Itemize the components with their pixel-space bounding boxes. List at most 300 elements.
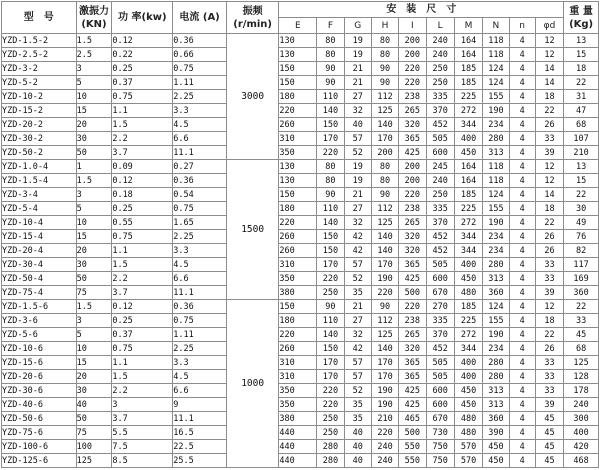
dimension-cell: 452 [426,342,454,356]
dimension-cell: 4 [509,398,535,412]
weight-cell: 33 [564,314,599,328]
dimension-cell: 130 [279,160,317,174]
dimension-cell: 425 [399,272,426,286]
dimension-cell: 280 [483,258,509,272]
dimension-cell: 4 [509,146,535,160]
dimension-cell: 390 [483,426,509,440]
dimension-cell: 4 [509,118,535,132]
dimension-cell: 19 [344,160,371,174]
dimension-cell: 425 [399,398,426,412]
model-cell: YZD-20-6 [2,370,77,384]
dimension-cell: 150 [279,300,317,314]
dimension-cell: 124 [483,76,509,90]
power-cell: 3.7 [112,286,173,300]
dimension-cell: 140 [317,216,344,230]
dimension-cell: 164 [454,160,482,174]
force-cell: 15 [76,356,112,370]
dimension-cell: 124 [483,62,509,76]
weight-cell: 49 [564,216,599,230]
current-cell: 0.75 [173,62,227,76]
table-row [2,300,599,314]
dimension-cell: 170 [371,258,398,272]
dimension-cell: 360 [483,286,509,300]
dimension-cell: 250 [426,62,454,76]
dimension-cell: 45 [535,454,563,468]
dimension-cell: 425 [399,146,426,160]
force-cell: 100 [76,440,112,454]
model-cell: YZD-10-6 [2,342,77,356]
dimension-cell: 452 [426,118,454,132]
dimension-cell: 670 [426,286,454,300]
dimension-cell: 33 [535,258,563,272]
dimension-cell: 4 [509,48,535,62]
table-row [2,328,599,342]
current-cell: 0.75 [173,202,227,216]
dimension-cell: 250 [317,286,344,300]
dimension-cell: 18 [535,90,563,104]
dimension-cell: 90 [317,76,344,90]
dimension-cell: 170 [371,370,398,384]
dimension-cell: 280 [317,440,344,454]
dimension-cell: 272 [454,216,482,230]
current-cell: 3.3 [173,244,227,258]
dimension-cell: 750 [426,440,454,454]
dimension-cell: 80 [317,174,344,188]
dimension-cell: 4 [509,76,535,90]
dimension-cell: 310 [279,370,317,384]
header-row-1 [2,2,599,18]
model-cell: YZD-3-4 [2,188,77,202]
dimension-cell: 40 [344,454,371,468]
model-cell: YZD-3-6 [2,314,77,328]
dimension-cell: 250 [317,426,344,440]
header-weight: 重 量(Kg) [564,2,599,34]
table-row [2,342,599,356]
dimension-cell: 39 [535,146,563,160]
header-current: 电流 (A) [173,2,227,34]
dimension-cell: 370 [426,328,454,342]
current-cell: 0.27 [173,160,227,174]
dimension-cell: 730 [426,426,454,440]
dimension-cell: 42 [344,244,371,258]
dimension-cell: 245 [426,160,454,174]
current-cell: 0.36 [173,174,227,188]
dimension-cell: 180 [279,90,317,104]
table-row [2,412,599,426]
current-cell: 25.5 [173,454,227,468]
dimension-cell: 118 [483,160,509,174]
dimension-cell: 18 [535,202,563,216]
table-row [2,132,599,146]
dimension-cell: 4 [509,230,535,244]
current-cell: 6.6 [173,384,227,398]
dimension-cell: 21 [344,76,371,90]
dimension-cell: 310 [279,132,317,146]
power-cell: 3 [112,398,173,412]
dimension-cell: 505 [426,356,454,370]
dimension-cell: 170 [317,258,344,272]
table-row [2,188,599,202]
current-cell: 22.5 [173,440,227,454]
dimension-cell: 33 [535,370,563,384]
weight-cell: 107 [564,132,599,146]
force-cell: 5 [76,202,112,216]
dimension-cell: 310 [279,356,317,370]
power-cell: 1.1 [112,356,173,370]
table-row [2,104,599,118]
dimension-cell: 570 [454,454,482,468]
dimension-cell: 110 [317,314,344,328]
dimension-cell: 80 [317,160,344,174]
dimension-cell: 42 [344,230,371,244]
force-cell: 75 [76,286,112,300]
dimension-cell: 22 [535,216,563,230]
model-cell: YZD-5-4 [2,202,77,216]
dimension-cell: 310 [279,258,317,272]
dimension-cell: 27 [344,314,371,328]
dimension-cell: 505 [426,258,454,272]
dimension-cell: 80 [317,48,344,62]
table-row [2,48,599,62]
dimension-cell: 170 [317,132,344,146]
header-dim: E [279,18,317,34]
dimension-cell: 220 [317,146,344,160]
dimension-cell: 45 [535,426,563,440]
current-cell: 0.75 [173,314,227,328]
model-cell: YZD-2.5-2 [2,48,77,62]
dimension-cell: 164 [454,174,482,188]
dimension-cell: 272 [454,104,482,118]
dimension-cell: 26 [535,230,563,244]
dimension-cell: 465 [399,412,426,426]
current-cell: 1.65 [173,216,227,230]
dimension-cell: 4 [509,244,535,258]
power-cell: 0.75 [112,230,173,244]
dimension-cell: 33 [535,272,563,286]
dimension-cell: 140 [317,328,344,342]
dimension-cell: 180 [279,202,317,216]
dimension-cell: 370 [426,216,454,230]
dimension-cell: 365 [399,356,426,370]
current-cell: 11.1 [173,412,227,426]
dimension-cell: 4 [509,286,535,300]
power-cell: 0.37 [112,328,173,342]
dimension-cell: 320 [399,230,426,244]
dimension-cell: 190 [483,328,509,342]
dimension-cell: 52 [344,272,371,286]
dimension-cell: 80 [317,34,344,48]
dimension-cell: 4 [509,342,535,356]
dimension-cell: 130 [279,34,317,48]
model-cell: YZD-50-6 [2,412,77,426]
dimension-cell: 234 [483,230,509,244]
table-row [2,286,599,300]
header-dim: M [454,18,482,34]
dimension-cell: 90 [371,62,398,76]
model-cell: YZD-3-2 [2,62,77,76]
dimension-cell: 450 [483,454,509,468]
dimension-cell: 150 [317,342,344,356]
dimension-cell: 480 [454,412,482,426]
dimension-cell: 220 [399,62,426,76]
dimension-cell: 600 [426,384,454,398]
force-cell: 1.5 [76,174,112,188]
dimension-cell: 90 [317,62,344,76]
dimension-cell: 125 [371,216,398,230]
dimension-cell: 39 [535,398,563,412]
dimension-cell: 313 [483,146,509,160]
dimension-cell: 4 [509,174,535,188]
model-cell: YZD-100-6 [2,440,77,454]
dimension-cell: 670 [426,412,454,426]
force-cell: 2.5 [76,48,112,62]
dimension-cell: 130 [279,174,317,188]
dimension-cell: 4 [509,104,535,118]
dimension-cell: 4 [509,62,535,76]
table-row [2,146,599,160]
frequency-cell: 1000 [226,300,279,468]
weight-cell: 15 [564,48,599,62]
dimension-cell: 4 [509,258,535,272]
frequency-cell: 3000 [226,34,279,160]
current-cell: 2.25 [173,342,227,356]
dimension-cell: 280 [483,356,509,370]
force-cell: 50 [76,412,112,426]
dimension-cell: 32 [344,216,371,230]
dimension-cell: 21 [344,300,371,314]
dimension-cell: 45 [535,412,563,426]
dimension-cell: 190 [483,104,509,118]
dimension-cell: 170 [371,132,398,146]
force-cell: 20 [76,244,112,258]
header-dim: F [317,18,344,34]
weight-cell: 125 [564,356,599,370]
power-cell: 2.2 [112,384,173,398]
table-row [2,440,599,454]
power-cell: 3.7 [112,146,173,160]
dimension-cell: 35 [344,286,371,300]
dimension-cell: 4 [509,272,535,286]
dimension-cell: 220 [279,216,317,230]
power-cell: 0.25 [112,202,173,216]
dimension-cell: 370 [426,104,454,118]
dimension-cell: 12 [535,34,563,48]
dimension-cell: 360 [483,412,509,426]
dimension-cell: 140 [371,244,398,258]
dimension-cell: 118 [483,34,509,48]
force-cell: 30 [76,132,112,146]
dimension-cell: 440 [279,440,317,454]
dimension-cell: 350 [279,384,317,398]
dimension-cell: 313 [483,272,509,286]
table-row [2,356,599,370]
force-cell: 20 [76,370,112,384]
power-cell: 2.2 [112,272,173,286]
force-cell: 20 [76,118,112,132]
dimension-cell: 220 [279,104,317,118]
power-cell: 0.12 [112,300,173,314]
dimension-cell: 210 [371,412,398,426]
dimension-cell: 12 [535,160,563,174]
dimension-cell: 225 [454,202,482,216]
power-cell: 1.1 [112,104,173,118]
table-row [2,174,599,188]
model-cell: YZD-40-6 [2,398,77,412]
dimension-cell: 130 [279,48,317,62]
table-row [2,202,599,216]
force-cell: 3 [76,188,112,202]
model-cell: YZD-15-4 [2,230,77,244]
model-cell: YZD-1.5-6 [2,300,77,314]
dimension-cell: 280 [483,132,509,146]
current-cell: 0.54 [173,188,227,202]
dimension-cell: 750 [426,454,454,468]
current-cell: 0.66 [173,48,227,62]
dimension-cell: 4 [509,440,535,454]
force-cell: 75 [76,426,112,440]
dimension-cell: 124 [483,188,509,202]
model-cell: YZD-1.0-4 [2,160,77,174]
dimension-cell: 200 [399,174,426,188]
dimension-cell: 220 [399,188,426,202]
dimension-cell: 260 [279,118,317,132]
dimension-cell: 22 [535,328,563,342]
dimension-cell: 344 [454,118,482,132]
table-header [2,2,599,34]
model-cell: YZD-10-2 [2,90,77,104]
power-cell: 3.7 [112,412,173,426]
power-cell: 0.55 [112,216,173,230]
header-frequency: 振频(r/min) [226,2,279,34]
dimension-cell: 260 [279,244,317,258]
weight-cell: 15 [564,174,599,188]
dimension-cell: 19 [344,174,371,188]
table-row [2,62,599,76]
dimension-cell: 400 [454,258,482,272]
force-cell: 10 [76,90,112,104]
dimension-cell: 14 [535,76,563,90]
current-cell: 2.25 [173,230,227,244]
weight-cell: 360 [564,286,599,300]
dimension-cell: 344 [454,342,482,356]
dimension-cell: 4 [509,160,535,174]
force-cell: 30 [76,258,112,272]
power-cell: 7.5 [112,440,173,454]
dimension-cell: 400 [454,356,482,370]
header-dim: L [426,18,454,34]
dimension-cell: 140 [371,230,398,244]
dimension-cell: 250 [317,412,344,426]
model-cell: YZD-50-4 [2,272,77,286]
dimension-cell: 110 [317,90,344,104]
current-cell: 1.11 [173,328,227,342]
dimension-cell: 112 [371,90,398,104]
dimension-cell: 32 [344,328,371,342]
dimension-cell: 238 [399,202,426,216]
dimension-cell: 320 [399,118,426,132]
dimension-cell: 240 [426,48,454,62]
dimension-cell: 480 [454,426,482,440]
dimension-cell: 220 [317,384,344,398]
power-cell: 8.5 [112,454,173,468]
force-cell: 10 [76,216,112,230]
dimension-cell: 238 [399,314,426,328]
current-cell: 9 [173,398,227,412]
dimension-cell: 600 [426,272,454,286]
table-row [2,230,599,244]
dimension-cell: 250 [426,76,454,90]
model-cell: YZD-5-6 [2,328,77,342]
dimension-cell: 80 [371,174,398,188]
dimension-cell: 150 [317,244,344,258]
dimension-cell: 19 [344,48,371,62]
dimension-cell: 125 [371,328,398,342]
dimension-cell: 150 [279,188,317,202]
dimension-cell: 33 [535,356,563,370]
model-cell: YZD-75-4 [2,286,77,300]
dimension-cell: 170 [317,370,344,384]
dimension-cell: 35 [344,398,371,412]
dimension-cell: 4 [509,454,535,468]
dimension-cell: 505 [426,370,454,384]
dimension-cell: 4 [509,314,535,328]
table-row [2,454,599,468]
dimension-cell: 21 [344,188,371,202]
dimension-cell: 190 [483,216,509,230]
dimension-cell: 200 [371,146,398,160]
dimension-cell: 33 [535,384,563,398]
weight-cell: 47 [564,104,599,118]
dimension-cell: 190 [371,398,398,412]
dimension-cell: 500 [399,286,426,300]
dimension-cell: 250 [426,188,454,202]
dimension-cell: 450 [454,146,482,160]
dimension-cell: 350 [279,272,317,286]
dimension-cell: 150 [317,230,344,244]
current-cell: 11.1 [173,146,227,160]
dimension-cell: 225 [454,314,482,328]
dimension-cell: 27 [344,202,371,216]
dimension-cell: 90 [371,300,398,314]
dimension-cell: 265 [399,216,426,230]
dimension-cell: 27 [344,90,371,104]
dimension-cell: 112 [371,314,398,328]
dimension-cell: 600 [426,146,454,160]
dimension-cell: 185 [454,188,482,202]
dimension-cell: 4 [509,202,535,216]
dimension-cell: 22 [535,104,563,118]
dimension-cell: 12 [535,174,563,188]
dimension-cell: 57 [344,370,371,384]
dimension-cell: 40 [344,426,371,440]
dimension-cell: 19 [344,34,371,48]
dimension-cell: 164 [454,48,482,62]
dimension-cell: 450 [454,398,482,412]
dimension-cell: 220 [371,286,398,300]
dimension-cell: 452 [426,230,454,244]
header-dim: I [399,18,426,34]
force-cell: 3 [76,314,112,328]
dimension-cell: 4 [509,188,535,202]
table-row [2,76,599,90]
header-install-dimensions: 安 装 尺 寸 [279,2,564,18]
weight-cell: 18 [564,62,599,76]
dimension-cell: 272 [454,328,482,342]
table-row [2,314,599,328]
weight-cell: 22 [564,188,599,202]
current-cell: 0.36 [173,300,227,314]
dimension-cell: 260 [279,230,317,244]
